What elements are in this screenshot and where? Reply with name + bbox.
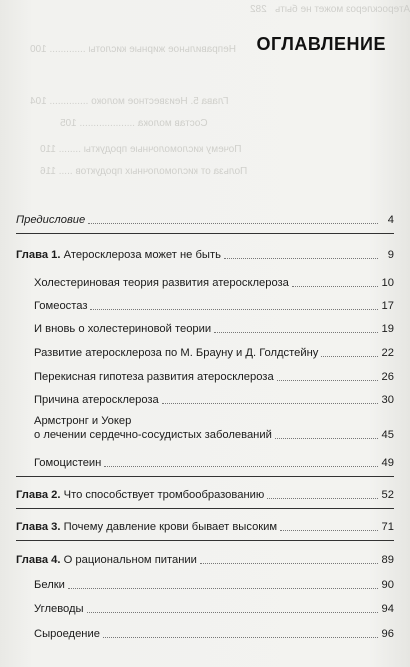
- toc-entry-label: Причина атеросклероза: [34, 394, 159, 406]
- toc-entry-section[interactable]: [34, 456, 394, 470]
- toc-entry-section[interactable]: [34, 578, 394, 592]
- toc-entry-label-line: о лечении сердечно-сосудистых заболеваний: [34, 429, 272, 441]
- toc-entry-label: Сыроедение: [34, 628, 100, 640]
- toc-entry-section[interactable]: [34, 299, 394, 313]
- toc-page-number: 17: [381, 300, 394, 312]
- toc-page-number: 90: [381, 579, 394, 591]
- toc-entry-label: [16, 248, 224, 262]
- show-through-text: Глава 5. Неизвестное молоко .............. 104: [30, 96, 229, 107]
- toc-entry-section[interactable]: [34, 627, 394, 641]
- toc-page-number: 26: [381, 371, 394, 383]
- page-title: ОГЛАВЛЕНИЕ: [256, 34, 386, 54]
- toc-entry-label: Гомеостаз: [34, 300, 88, 312]
- toc-entry-section[interactable]: [34, 346, 394, 360]
- toc-entry-label: Белки: [34, 579, 65, 591]
- toc-page-number: 89: [381, 554, 394, 566]
- leader-dots: [162, 403, 378, 404]
- toc-entry-chapter-3[interactable]: [16, 520, 394, 534]
- chapter-prefix: Глава 1.: [16, 249, 61, 261]
- toc-entry-chapter-4[interactable]: [16, 553, 394, 567]
- divider: [16, 540, 394, 541]
- toc-page-number: 22: [381, 347, 394, 359]
- leader-dots: [90, 309, 377, 310]
- toc-entry-label: [34, 414, 275, 442]
- toc-page-number: 9: [387, 249, 394, 261]
- leader-dots: [292, 286, 378, 287]
- show-through-text: Польза от кисломолочных продуктов ..... 116: [40, 166, 248, 177]
- toc-entry-label: [16, 488, 267, 502]
- leader-dots: [277, 380, 378, 381]
- toc-page-number: 4: [387, 214, 394, 226]
- leader-dots: [87, 612, 378, 613]
- show-through-text: Атеросклероз может не быть 282: [250, 4, 410, 15]
- divider: [16, 508, 394, 509]
- toc-page-number: 49: [381, 457, 394, 469]
- toc-entry-label: Углеводы: [34, 603, 84, 615]
- show-through-text: Состав молока .................... 105: [60, 118, 208, 129]
- toc-entry-section[interactable]: [34, 322, 394, 336]
- toc-page-number: 45: [381, 429, 394, 441]
- toc-entry-label: Перекисная гипотеза развития атеросклероза: [34, 371, 274, 383]
- toc-entry-label-line: Армстронг и Уокер: [34, 415, 132, 427]
- chapter-prefix: Глава 4.: [16, 554, 61, 566]
- leader-dots: [214, 332, 377, 333]
- divider: [16, 233, 394, 234]
- chapter-title: Почему давление крови бывает высоким: [63, 521, 278, 533]
- chapter-title: Что способствует тромбообразованию: [63, 489, 265, 501]
- toc-page-number: 10: [381, 277, 394, 289]
- toc-entry-preface[interactable]: [16, 213, 394, 227]
- toc-page-number: 30: [381, 394, 394, 406]
- toc-entry-label: Холестериновая теория развития атеросклероза: [34, 277, 289, 289]
- toc-entry-label: [16, 520, 280, 534]
- toc-page-number: 19: [381, 323, 394, 335]
- toc-page-number: 94: [381, 603, 394, 615]
- chapter-title: О рациональном питании: [63, 554, 197, 566]
- divider: [16, 476, 394, 477]
- toc-entry-section[interactable]: [34, 276, 394, 290]
- toc-entry-label: И вновь о холестериновой теории: [34, 323, 212, 335]
- chapter-title: Атеросклероза может не быть: [63, 249, 221, 261]
- leader-dots: [321, 356, 377, 357]
- toc-entry-section[interactable]: [34, 602, 394, 616]
- toc-entry-section[interactable]: [34, 370, 394, 384]
- chapter-prefix: Глава 2.: [16, 489, 61, 501]
- leader-dots: [200, 563, 378, 564]
- toc-entry-section[interactable]: [34, 393, 394, 407]
- chapter-prefix: Глава 3.: [16, 521, 61, 533]
- toc-entry-section[interactable]: [34, 414, 394, 442]
- toc-page-number: 96: [381, 628, 394, 640]
- leader-dots: [103, 637, 378, 638]
- leader-dots: [267, 498, 377, 499]
- leader-dots: [68, 588, 378, 589]
- toc-page-number: 71: [381, 521, 394, 533]
- show-through-text: Неправильное жирные кислоты ............. 100: [30, 44, 236, 55]
- toc-entry-label: [16, 553, 200, 567]
- leader-dots: [104, 466, 377, 467]
- toc-entry-label: Предисловие: [16, 214, 86, 226]
- leader-dots: [88, 223, 378, 224]
- toc-entry-label: Гомоцистеин: [34, 457, 102, 469]
- show-through-text: Почему кисломолочные продукты ........ 110: [40, 144, 242, 155]
- toc-entry-chapter-1[interactable]: [16, 248, 394, 262]
- toc-entry-chapter-2[interactable]: [16, 488, 394, 502]
- leader-dots: [280, 530, 377, 531]
- toc-entry-label: Развитие атеросклероза по М. Брауну и Д. Голдстейну: [34, 347, 319, 359]
- leader-dots: [275, 438, 378, 439]
- leader-dots: [224, 258, 378, 259]
- toc-page-number: 52: [381, 489, 394, 501]
